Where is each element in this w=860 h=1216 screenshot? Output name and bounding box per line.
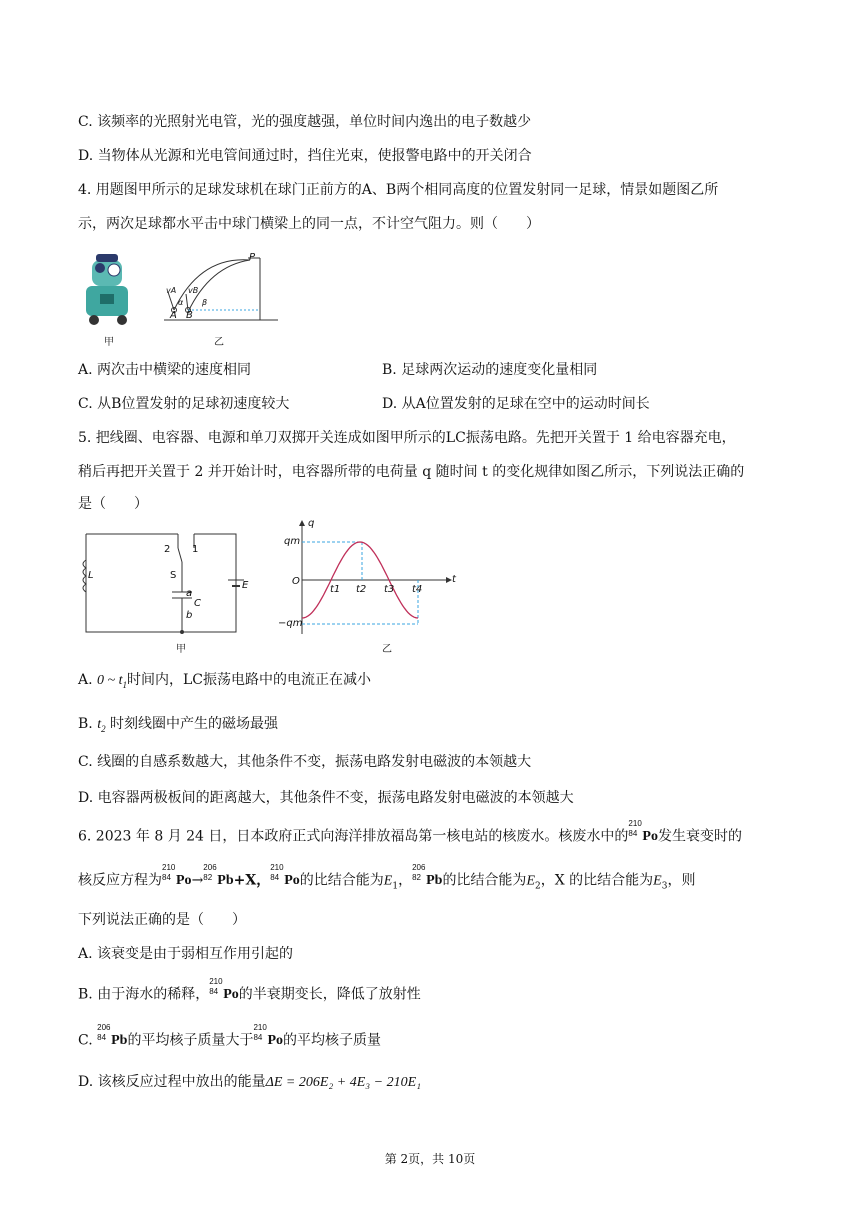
t3-label: t3 [384,584,395,595]
question-6-text-a: 6. 2023 年 8 月 24 日，日本政府正式向海洋排放福岛第一核电站的核废水。核废水中的 [78,828,629,845]
energy-e2: E [526,873,535,889]
option-b-q6 [78,977,421,1005]
then-text: ，则 [667,872,696,889]
qm-label: qm [284,536,301,547]
q-axis-label: q [308,518,315,529]
nuclide-pb [203,863,234,891]
equation-intro: 核反应方程为 [78,872,162,889]
nuclide-charge: 82 [203,873,213,882]
question-5-line-1: 5. 把线圈、电容器、电源和单刀双掷开关连成如图甲所示的LC振荡电路。先把开关置于 1 给电容器充电， [78,430,736,446]
nuclide-mass: 206 [203,863,217,872]
t-axis-label: t [452,574,456,585]
option-b-q5-math: t [97,717,102,732]
t1-label: t1 [330,584,341,595]
t2-label: t2 [356,584,367,595]
nuclide-mass: 206 [97,1023,111,1032]
nuclide-po [162,863,192,891]
nuclide-pb [412,863,443,891]
question-6-text-b: 发生衰变时的 [657,828,742,845]
option-b-q5-text: 时刻线圈中产生的磁场最强 [105,716,279,732]
inductor-label: L [88,570,94,581]
nuclide-symbol: Po [223,987,239,1002]
comma: ， [398,872,413,889]
point-b-label: B [186,310,193,321]
nuclide-po [253,1023,284,1051]
switch-pos-2-label: 2 [164,544,171,555]
figure-5-caption-jia: 甲 [176,644,186,655]
point-a-label: A [170,310,177,321]
option-b-q5-sub: 2 [101,723,106,734]
option-a-q6: A. 该衰变是由于弱相互作用引起的 [78,946,294,962]
option-b-q4: B. 足球两次运动的速度变化量相同 [382,362,598,378]
nuclide-symbol: Pb [217,873,234,888]
angle-beta-label: β [202,298,208,307]
nuclide-mass: 210 [270,863,284,872]
page-footer: 第 2页，共 10页 [384,1152,476,1166]
energy-e3-sub: 3 [661,881,668,892]
ball-launcher-figure [78,246,138,336]
nuclide-mass: 206 [412,863,426,872]
option-a-q4: A. 两次击中横梁的速度相同 [78,362,252,378]
option-b-q6-text-b: 的半衰期变长，降低了放射性 [238,986,421,1003]
nuclide-pb84 [97,1023,128,1051]
option-d-q5: D. 电容器两极板间的距离越大，其他条件不变，振荡电路发射电磁波的本领越大 [78,790,574,806]
lc-circuit-figure [78,526,248,638]
nuclide-po [270,863,300,891]
nuclide-charge: 84 [270,873,280,882]
figure-5-caption-yi: 乙 [382,644,392,655]
plate-b-label: b [186,610,193,621]
velocity-b-label: vB [188,286,199,295]
nuclide-charge: 84 [209,987,219,996]
option-a-q5-text: 时间内，LC振荡电路中的电流正在减小 [126,672,371,688]
question-4-line-1: 4. 用题图甲所示的足球发球机在球门正前方的A、B两个相同高度的位置发射同一足球，情景如题图乙所 [78,182,719,198]
nuclide-mass: 210 [162,863,176,872]
option-b-q5-prefix: B. [78,716,98,732]
switch-label: S [170,570,177,581]
option-d-q6 [78,1072,421,1093]
nuclide-charge: 84 [97,1033,107,1042]
angle-alpha-label: α [178,298,184,307]
option-a-q5 [78,670,371,695]
option-c-q6-text-a: 的平均核子质量大于 [127,1032,254,1049]
nuclide-mass: 210 [253,1023,267,1032]
option-a-q5-sub: 1 [122,679,127,690]
option-b-q5 [78,714,278,739]
binding-energy-text: 的比结合能为 [442,872,527,889]
option-b-q6-text-a: B. 由于海水的稀释， [78,986,210,1003]
charge-time-graph [284,520,454,638]
equation-product-x: +X， [233,872,271,889]
binding-energy-text: 的比结合能为 [299,872,384,889]
energy-e1-sub: 1 [392,881,399,892]
capacitor-label: C [194,598,201,609]
battery-label: E [242,580,249,591]
option-d-q6-text: D. 该核反应过程中放出的能量 [78,1074,266,1090]
nuclide-symbol: Po [267,1033,284,1048]
velocity-a-label: vA [166,286,177,295]
option-c-q6-prefix: C. [78,1032,98,1049]
energy-equation: ΔE = 206E₂ + 4E₃ − 210E₁ [265,1075,422,1090]
nuclide-charge: 84 [253,1033,263,1042]
nuclide-symbol: Pb [426,873,443,888]
option-c-q6-text-b: 的平均核子质量 [283,1032,382,1049]
option-d-q3: D. 当物体从光源和光电管间通过时，挡住光束，使报警电路中的开关闭合 [78,148,532,164]
question-4-line-2: 示，两次足球都水平击中球门横梁上的同一点，不计空气阻力。则（ ） [78,216,540,232]
nuclide-symbol: Po [284,873,300,888]
switch-pos-1-label: 1 [192,544,199,555]
plate-a-label: a [186,588,193,599]
option-c-q5: C. 线圈的自感系数越大，其他条件不变，振荡电路发射电磁波的本领越大 [78,754,532,770]
figure-4-caption-jia: 甲 [104,337,114,348]
option-c-q3: C. 该频率的光照射光电管，光的强度越强，单位时间内逸出的电子数越少 [78,114,532,130]
neg-qm-label: −qm [278,618,303,629]
trajectory-figure [160,252,280,324]
energy-e3: E [653,873,662,889]
option-a-q5-prefix: A. [78,672,98,688]
energy-e1: E [383,873,393,889]
nuclide-symbol: Po [642,829,658,844]
point-p-label: P [249,252,256,263]
binding-energy-text-x: ，X 的比结合能为 [540,872,654,889]
t4-label: t4 [412,584,423,595]
nuclide-mass: 210 [209,977,223,986]
option-c-q4: C. 从B位置发射的足球初速度较大 [78,396,290,412]
nuclide-charge: 82 [412,873,421,882]
option-d-q4: D. 从A位置发射的足球在空中的运动时间长 [382,396,650,412]
energy-e2-sub: 2 [535,881,541,892]
option-c-q6 [78,1023,382,1051]
question-5-line-3: 是（ ） [78,496,148,512]
question-6-line-3: 下列说法正确的是（ ） [78,912,246,928]
nuclide-po [209,977,239,1005]
question-6-line-2 [78,863,696,896]
nuclide-symbol: Pb [111,1033,128,1048]
figure-4-caption-yi: 乙 [214,337,224,348]
option-a-q5-math: 0 ~ t [97,673,123,688]
nuclide-mass: 210 [628,819,642,828]
nuclide-charge: 84 [162,873,171,882]
question-6-line-1 [78,819,742,847]
nuclide-charge: 84 [628,829,638,838]
nuclide-symbol: Po [176,873,192,888]
nuclide-po [628,819,658,847]
reaction-arrow: → [191,872,204,889]
origin-label: O [292,576,300,587]
question-5-line-2: 稍后再把开关置于 2 并开始计时，电容器所带的电荷量 q 随时间 t 的变化规律如图乙所示，下列说法正确的 [78,464,745,480]
